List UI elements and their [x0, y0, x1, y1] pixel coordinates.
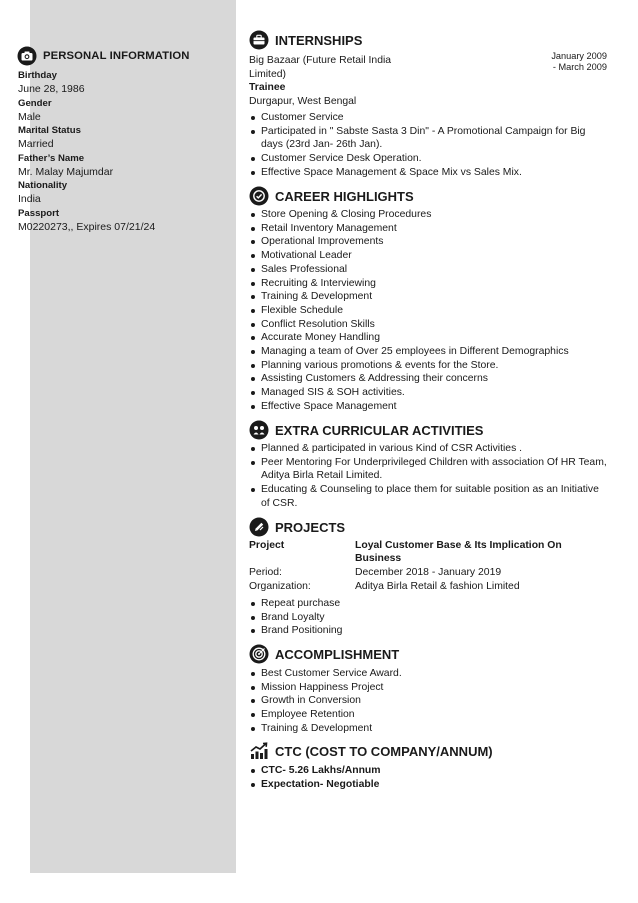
- accomplishment-bullets: [249, 667, 609, 736]
- accomplishment-title: ACCOMPLISHMENT: [275, 646, 400, 662]
- internship-bullets: [249, 111, 609, 180]
- accomplishment-header: [249, 643, 399, 665]
- activities-icon: [249, 420, 269, 440]
- projects-header: [249, 516, 345, 538]
- career-highlights-title: CAREER HIGHLIGHTS: [275, 188, 414, 204]
- internship-date-line1: January 2009: [551, 51, 607, 61]
- fathers-name-label: Father’s Name: [18, 152, 85, 164]
- internship-date-line2: - March 2009: [552, 62, 607, 72]
- ctc-title: CTC (COST TO COMPANY/ANNUM): [275, 743, 493, 759]
- pencil-ruler-icon: [249, 517, 269, 537]
- internship-company-line2: Limited): [249, 68, 286, 80]
- list-item: Planned & participated in various Kind of CSR Activities .: [249, 442, 609, 456]
- list-item: Employee Retention: [249, 708, 609, 722]
- projects-title: PROJECTS: [275, 519, 346, 535]
- ctc-header: [249, 740, 493, 762]
- marital-status-label: Marital Status: [18, 125, 81, 136]
- fathers-name-value: Mr. Malay Majumdar: [18, 165, 114, 178]
- list-item: Effective Space Management & Space Mix vs Sales Mix.: [249, 166, 609, 180]
- gender-value: Male: [18, 110, 41, 123]
- list-item: Effective Space Management: [249, 400, 609, 414]
- period-label: Period:: [249, 567, 282, 578]
- list-item: Educating & Counseling to place them for suitable position as an Initiative of CSR.: [249, 483, 609, 510]
- internship-role: Trainee: [249, 82, 286, 93]
- period-value: December 2018 - January 2019: [355, 567, 502, 578]
- list-item: Assisting Customers & Addressing their concerns: [249, 372, 609, 386]
- list-item: Conflict Resolution Skills: [249, 318, 609, 332]
- list-item: Growth in Conversion: [249, 694, 609, 708]
- list-item: Store Opening & Closing Procedures: [249, 208, 609, 222]
- extra-curricular-header: [249, 419, 483, 441]
- list-item: Recruiting & Interviewing: [249, 277, 609, 291]
- list-item: Retail Inventory Management: [249, 222, 609, 236]
- list-item: Managed SIS & SOH activities.: [249, 386, 609, 400]
- project-label: Project: [249, 540, 285, 551]
- marital-status-value: Married: [18, 138, 54, 150]
- list-item: Motivational Leader: [249, 249, 609, 263]
- personal-info-title: PERSONAL INFORMATION: [43, 50, 190, 62]
- internships-header: [249, 29, 362, 51]
- list-item: Accurate Money Handling: [249, 331, 609, 345]
- briefcase-icon: [249, 30, 269, 50]
- list-item: Customer Service Desk Operation.: [249, 152, 609, 166]
- birthday-label: Birthday: [18, 70, 57, 81]
- birthday-value: June 28, 1986: [18, 83, 85, 95]
- career-highlights-bullets: [249, 208, 609, 414]
- list-item: Training & Development: [249, 290, 609, 304]
- list-item: Customer Service: [249, 111, 609, 125]
- passport-value: M0220273,, Expires 07/21/24: [18, 220, 156, 233]
- list-item: Peer Mentoring For Underprivileged Children with association Of HR Team, Aditya Birla Retail Limited.: [249, 456, 609, 483]
- gender-label: Gender: [18, 97, 52, 109]
- list-item: Flexible Schedule: [249, 304, 609, 318]
- list-item: Operational Improvements: [249, 235, 609, 249]
- list-item: Sales Professional: [249, 263, 609, 277]
- growth-chart-icon: [249, 741, 269, 761]
- list-item: Training & Development: [249, 722, 609, 736]
- internship-location: Durgapur, West Bengal: [249, 95, 357, 107]
- internship-company-line1: Big Bazaar (Future Retail India: [249, 55, 392, 66]
- list-item: Brand Positioning: [249, 624, 609, 638]
- project-bullets: [249, 597, 609, 638]
- list-item: Brand Loyalty: [249, 611, 609, 625]
- list-item: Best Customer Service Award.: [249, 667, 609, 681]
- organization-label: Organization:: [249, 580, 311, 592]
- ctc-bullets: [249, 764, 609, 791]
- camera-icon: [17, 46, 37, 66]
- list-item: Repeat purchase: [249, 597, 609, 611]
- list-item: Mission Happiness Project: [249, 681, 609, 695]
- organization-value: Aditya Birla Retail & fashion Limited: [355, 580, 520, 592]
- list-item: Managing a team of Over 25 employees in Different Demographics: [249, 345, 609, 359]
- career-highlights-header: [249, 185, 414, 207]
- badge-check-icon: [249, 186, 269, 206]
- extra-curricular-title: EXTRA CURRICULAR ACTIVITIES: [275, 422, 484, 438]
- target-icon: [249, 644, 269, 664]
- personal-info-header: [17, 45, 202, 67]
- nationality-value: India: [18, 193, 41, 205]
- project-title-line1: Loyal Customer Base & Its Implication On: [355, 540, 562, 551]
- personal-info-fields: [18, 69, 203, 234]
- project-title-line2: Business: [355, 553, 402, 564]
- list-item: Planning various promotions & events for the Store.: [249, 359, 609, 373]
- list-item: Participated in " Sabste Sasta 3 Din" - A Promotional Campaign for Big days (23rd Jan- 26th Jan).: [249, 125, 609, 152]
- passport-label: Passport: [18, 207, 60, 219]
- nationality-label: Nationality: [18, 180, 68, 191]
- list-item: Expectation- Negotiable: [249, 778, 609, 792]
- list-item: CTC- 5.26 Lakhs/Annum: [249, 764, 609, 778]
- internships-title: INTERNSHIPS: [275, 32, 363, 48]
- extra-curricular-bullets: [249, 442, 609, 511]
